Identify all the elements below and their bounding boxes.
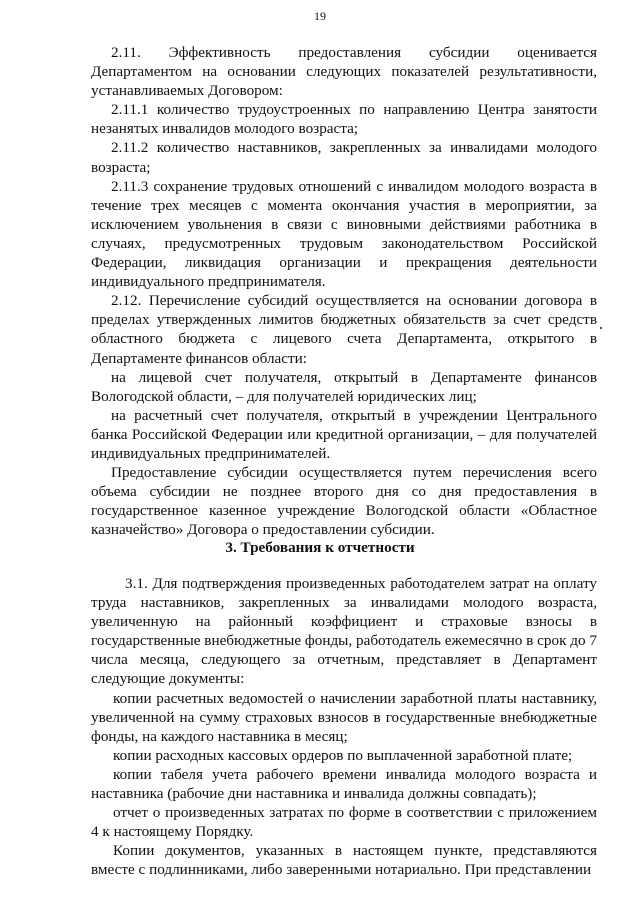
list-item-cash-orders: копии расходных кассовых ордеров по выплаченной заработной плате;: [113, 746, 573, 764]
paragraph-2-11-2: 2.11.2 количество наставников, закрепленных за инвалидами молодого возраста;: [91, 139, 597, 176]
paragraph-2-12: 2.12. Перечисление субсидий осуществляется на основании договора в пределах утвержденных лимитов бюджетных обязательств за счет средств областного бюджета с лицевого счета Департамента, открытого в Департаменте финансов области:: [91, 292, 597, 367]
page-number: 19: [314, 9, 326, 23]
list-item-timesheet: копии табеля учета рабочего времени инвалида молодого возраста и наставника (рабочие дни наставника и инвалида должны совпадать);: [91, 765, 597, 803]
list-item-payroll-copies: копии расчетных ведомостей о начислении заработной платы наставнику, увеличенной на сумму страховых взносов в государственные внебюджетные фонды, на каждого наставника в месяц;: [91, 689, 597, 745]
paragraph-2-11-3: 2.11.3 сохранение трудовых отношений с инвалидом молодого возраста в течение трех месяцев с момента окончания участия в мероприятии, за исключением увольнения в связи с виновными действиями работника в случаях, предусмотренных трудовым законодательством Российской Федерации, ликвидация организации и прекращения деятельности индивидуального предпринимателя.: [91, 177, 597, 291]
section-3-body: [91, 574, 597, 880]
section-2-body: [91, 43, 597, 539]
scan-speck: [600, 327, 602, 329]
section-3-heading: 3. Требования к отчетности: [225, 539, 415, 556]
paragraph-2-11: 2.11. Эффективность предоставления субсидии оценивается Департаментом на основании следующих показателей результативности, устанавливаемых Договором:: [91, 44, 597, 100]
paragraph-subsidy-transfer: Предоставление субсидии осуществляется путем перечисления всего объема субсидии не позднее второго дня со дня предоставления в государственное казенное учреждение Вологодской области «Областное казначейство» Договора о предоставлении субсидии.: [91, 464, 597, 539]
list-item-expense-report: отчет о произведенных затратах по форме в соответствии с приложением 4 к настоящему Порядку.: [91, 804, 597, 841]
paragraph-2-11-1: 2.11.1 количество трудоустроенных по направлению Центра занятости незанятых инвалидов молодого возраста;: [91, 101, 597, 138]
paragraph-3-1: 3.1. Для подтверждения произведенных работодателем затрат на оплату труда наставников, закрепленных за инвалидами молодого возраста, увеличенную на районный коэффициент и страховые взносы в государственные внебюджетные фонды, работодатель ежемесячно в срок до 7 числа месяца, следующего за отчетным, представляет в Департамент следующие документы:: [91, 575, 597, 688]
paragraph-personal-account: на лицевой счет получателя, открытый в Департаменте финансов Вологодской области, – для получателей юридических лиц;: [91, 368, 597, 405]
paragraph-settlement-account: на расчетный счет получателя, открытый в учреждении Центрального банка Российской Федерации или кредитной организации, – для получателей индивидуальных предпринимателей.: [91, 406, 597, 462]
paragraph-document-copies: Копии документов, указанных в настоящем пункте, представляются вместе с подлинниками, либо заверенными нотариально. При представлении: [91, 842, 597, 879]
